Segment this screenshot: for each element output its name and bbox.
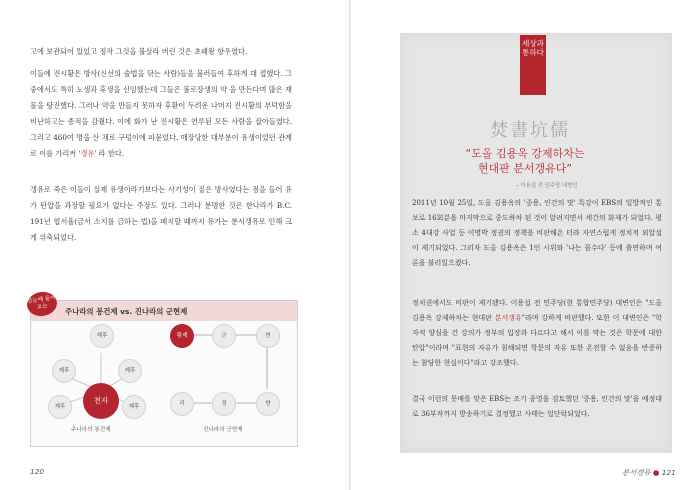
feature-paragraph-2-text: 정치권에서도 비판이 제기됐다. 이용섭 전 민주당(현 통합민주당) 대변인은 "도올 김용옥 강제하차는 현대판: [412, 299, 662, 322]
comparison-badge: 한눈에 들어오는: [25, 290, 58, 318]
feature-paragraph-2: [412, 296, 662, 371]
headline-line-1: “도올 김용옥 강제하차는: [465, 147, 585, 160]
folio-section: 분서갱유: [622, 468, 651, 477]
feudal-caption: 주나라의 봉건제: [71, 427, 111, 433]
feature-paragraph-2-highlight: 분서갱유: [494, 314, 522, 322]
headline-line-2: 현대판 분서갱유다”: [477, 162, 573, 175]
paragraph-3: 갱유로 죽은 이들이 실제 유생이라기보다는 사기성이 짙은 방사였다는 점을 들어 유가 탄압을 과장할 필요가 없다는 주장도 있다. 그러나 분명한 것은 한나라가 B.C. 191년 협서율(금서 소지를 금하는 법)을 폐지할 때까지 유가는 분서갱유로 인해 크게 위축되었다.: [30, 185, 292, 242]
hanja-title: 焚書坑儒: [490, 120, 570, 141]
prefecture-node: 리: [170, 392, 194, 416]
paragraph-2-text: 이들에 진시황은 방사(신선의 술법을 닦는 사람)들을 불러들여 후하게 대 접했다. 그 중에서도 특히 노생과 후생을 신임했는데 그들은 불로장생의 약 을 만든다며 많은 재물을 탕진했다. 그러나 약을 만들지 못하자 후환이 두려운 나머지 진시황의 부덕함을 비난하고는 종적을 감췄다. 이에 화가 난 진시황은 연루된 모든 사람을 잡아들였다. 그리고 460여 명을 산 채로 구덩이에 파묻었다. 매장당한 대부분이 유생이었던 관계로 이를 가리켜: [30, 69, 292, 158]
feudal-center-node: 천자: [83, 383, 119, 419]
feature-paragraph-2-tail: "라며 강하게 비판했다. 또한 이 대변인은 "학자적 양심을 건 강의가 정부의 입장과 다르다고 해서 이를 막는 것은 학문에 대한 탄압"이라며 "표현의 자유가 침해되면 학문의 자유 또한 온전할 수 없음을 반증하는 참담한 현실이다"라고 강조했다.: [412, 314, 662, 367]
feature-paragraph-1: 2011년 10월 25일, 도올 김용옥의 '중용, 인간의 맛' 특강이 EBS의 일방적인 통보로 16회분을 마지막으로 중도하차 된 것이 알려지면서 세간의 화제가 되었다. 평소 4대강 사업 등 이명박 정권의 정책을 비판해온 터라 자연스럽게 정치적 외압설이 제기되었다. 그러자 도올 김용옥은 1인 시위와 '나는 꼼수다' 등에 출연하며 여론을 불러일으켰다.: [412, 199, 662, 267]
feature-paragraph-3: 결국 이런의 뭇매를 맞은 EBS는 조기 종영을 검토했던 '중용, 인간의 맛'을 예정대로 36부작까지 방송하기로 결정했고 사태는 일단락되었다.: [412, 395, 662, 418]
prefecture-node: 군: [212, 324, 236, 348]
headline-quote: [410, 146, 640, 176]
paragraph-2: [30, 66, 292, 162]
prefecture-node: 황제: [170, 324, 194, 348]
page-folio-right: [622, 467, 676, 478]
feudal-lord-node: 제후: [48, 395, 72, 419]
prefecture-node: 현: [256, 324, 280, 348]
prefecture-caption: 진나라의 군현제: [203, 427, 243, 433]
comparison-title: 주나라의 봉건제 vs. 진나라의 군현제: [65, 307, 188, 316]
folio-bullet: ●: [652, 468, 660, 477]
prefecture-node: 향: [256, 392, 280, 416]
feudal-lord-node: 제후: [122, 395, 146, 419]
page-number-right: 121: [661, 468, 676, 477]
prefecture-node: 정: [212, 392, 236, 416]
feudal-lord-node: 제후: [118, 359, 142, 383]
right-page: [350, 0, 700, 490]
paragraph-1: 고에 보관되어 있었고 정작 그것을 불살라 버린 것은 초패왕 항우였다.: [30, 47, 248, 56]
feudal-lord-node: 제후: [90, 324, 114, 348]
feudal-lord-node: 제후: [52, 359, 76, 383]
series-tag: 세상과 통하다: [520, 35, 546, 95]
page-number-left: 120: [30, 467, 45, 476]
quote-source: – 이용섭 전 민주당 대변인: [516, 183, 578, 189]
paragraph-2-highlight: '갱유': [78, 149, 97, 158]
comparison-box: [26, 295, 298, 447]
paragraph-2-tail: 라 한다.: [96, 149, 125, 158]
